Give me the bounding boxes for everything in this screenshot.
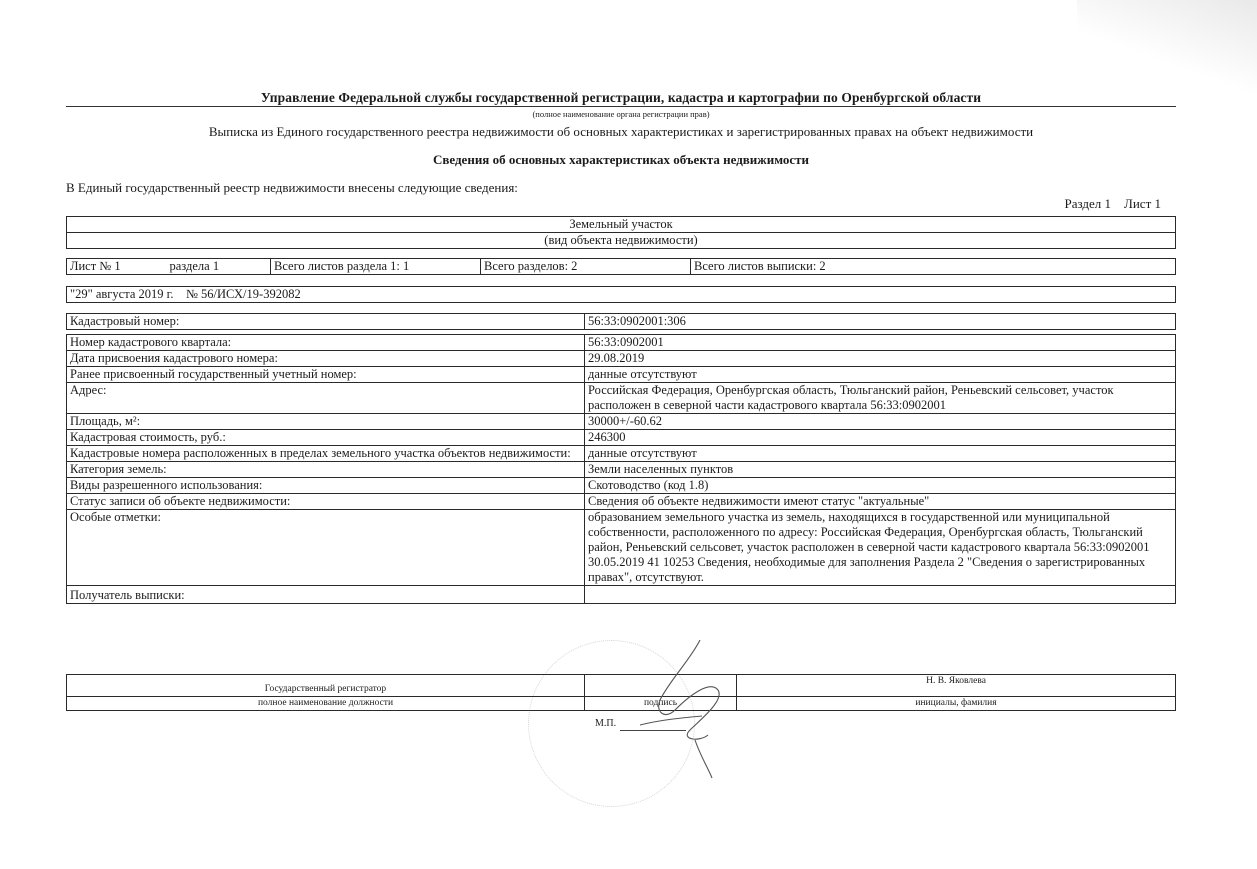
table-row <box>67 351 1176 367</box>
org-name: Управление Федеральной службы государственной регистрации, кадастра и картографии по Оренбургской области <box>260 90 982 105</box>
row-value: 30000+/-60.62 <box>585 414 1176 430</box>
object-type: Земельный участок <box>67 217 1176 233</box>
sheets-table <box>66 258 1176 275</box>
row-label: Адрес: <box>67 383 585 414</box>
table-row <box>67 335 1176 351</box>
table-row <box>67 446 1176 462</box>
row-label: Ранее присвоенный государственный учетный номер: <box>67 367 585 383</box>
row-label: Статус записи об объекте недвижимости: <box>67 494 585 510</box>
row-value: 29.08.2019 <box>585 351 1176 367</box>
handwritten-signature <box>600 640 740 780</box>
cadastral-value: 56:33:0902001:306 <box>585 314 1176 330</box>
registrar-position: Государственный регистратор <box>67 675 585 697</box>
total-sheets-extract: Всего листов выписки: 2 <box>691 259 1176 275</box>
table-row <box>67 414 1176 430</box>
scan-corner-shadow <box>1077 0 1257 95</box>
row-label: Номер кадастрового квартала: <box>67 335 585 351</box>
row-value: Земли населенных пунктов <box>585 462 1176 478</box>
org-underline <box>66 106 1176 107</box>
table-row <box>67 430 1176 446</box>
row-label: Категория земель: <box>67 462 585 478</box>
table-row <box>67 383 1176 414</box>
table-row <box>67 462 1176 478</box>
signature-caption: подпись <box>585 697 737 711</box>
section-title: Сведения об основных характеристиках объекта недвижимости <box>432 152 810 167</box>
row-label: Виды разрешенного использования: <box>67 478 585 494</box>
cadastral-table <box>66 313 1176 330</box>
stamp-place-label: М.П. <box>595 718 617 729</box>
row-value: образованием земельного участка из земель, находящихся в государственной или муниципальной собственности, расположенного по адресу: Российская Федерация, Оренбургская область, Тюльганский район, Реньевский сельсовет, участок расположен в северной части кадастрового квартала 56:33:0902001 30.05.2019 41 10253 Сведения, необходимые для заполнения Раздела 2 "Сведения о зарегистрированных правах", отсутствуют. <box>585 510 1176 586</box>
total-sheets-section: Всего листов раздела 1: 1 <box>271 259 481 275</box>
row-value: данные отсутствуют <box>585 446 1176 462</box>
row-value: Сведения об объекте недвижимости имеют статус "актуальные" <box>585 494 1176 510</box>
row-value: данные отсутствуют <box>585 367 1176 383</box>
table-row <box>67 586 1176 604</box>
cadastral-label: Кадастровый номер: <box>67 314 585 330</box>
date-table <box>66 286 1176 303</box>
page-reference: Раздел 1 Лист 1 <box>1064 196 1161 211</box>
row-label: Дата присвоения кадастрового номера: <box>67 351 585 367</box>
org-caption: (полное наименование органа регистрации прав) <box>532 109 710 119</box>
stamp-place-line <box>620 730 686 731</box>
row-label: Получатель выписки: <box>67 586 585 604</box>
object-type-caption: (вид объекта недвижимости) <box>67 233 1176 249</box>
characteristics-table <box>66 334 1176 604</box>
row-value: 56:33:0902001 <box>585 335 1176 351</box>
object-type-table <box>66 216 1176 249</box>
total-sections: Всего разделов: 2 <box>481 259 691 275</box>
row-value: Российская Федерация, Оренбургская область, Тюльганский район, Реньевский сельсовет, участок расположен в северной части кадастрового квартала 56:33:0902001 <box>585 383 1176 414</box>
row-value <box>585 586 1176 604</box>
name-caption: инициалы, фамилия <box>737 697 1176 711</box>
row-label: Особые отметки: <box>67 510 585 586</box>
table-row <box>67 494 1176 510</box>
registrar-name: Н. В. Яковлева <box>737 675 1176 697</box>
extract-date-number: "29" августа 2019 г. № 56/ИСХ/19-392082 <box>67 287 1176 303</box>
extract-title: Выписка из Единого государственного реестра недвижимости об основных характеристиках и зарегистрированных правах на объект недвижимости <box>208 124 1034 139</box>
row-value: Скотоводство (код 1.8) <box>585 478 1176 494</box>
row-value: 246300 <box>585 430 1176 446</box>
table-row <box>67 510 1176 586</box>
sheet-number: Лист № 1 <box>67 259 167 275</box>
table-row <box>67 367 1176 383</box>
row-label: Площадь, м²: <box>67 414 585 430</box>
row-label: Кадастровые номера расположенных в пределах земельного участка объектов недвижимости: <box>67 446 585 462</box>
table-row <box>67 478 1176 494</box>
position-caption: полное наименование должности <box>67 697 585 711</box>
intro-text: В Единый государственный реестр недвижимости внесены следующие сведения: <box>66 180 518 195</box>
row-label: Кадастровая стоимость, руб.: <box>67 430 585 446</box>
sheet-section: раздела 1 <box>167 259 271 275</box>
